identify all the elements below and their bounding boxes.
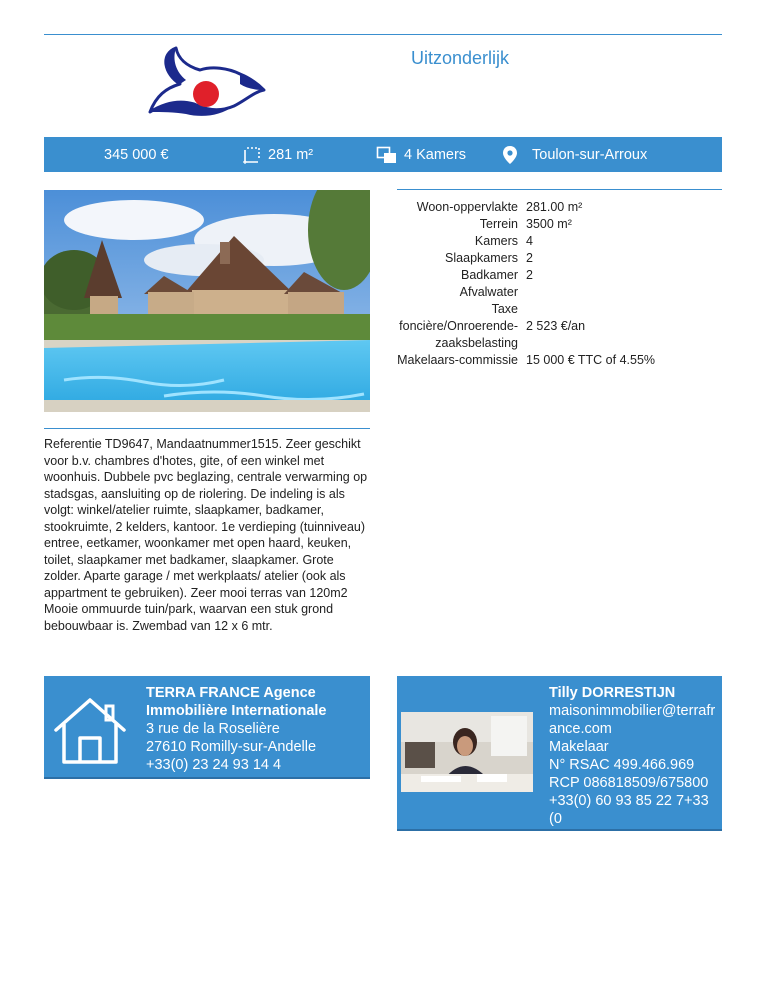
info-bar (44, 137, 722, 172)
rooms-icon (376, 145, 398, 165)
detail-row (397, 352, 722, 369)
agent-photo (401, 712, 533, 792)
details-divider (397, 189, 722, 190)
agency-street: 3 rue de la Roselière (146, 721, 280, 737)
details-table (397, 199, 722, 369)
detail-label: Woon-oppervlakte (416, 200, 518, 214)
detail-value: 2 523 €/an (526, 319, 586, 333)
detail-label: Taxe foncière/Onroerende-zaaksbelasting (399, 302, 518, 350)
description-divider (44, 428, 370, 429)
headline: Uitzonderlijk (411, 48, 510, 68)
detail-label: Terrein (479, 217, 518, 231)
agent-text (549, 684, 719, 828)
detail-value (526, 284, 722, 301)
detail-label: Slaapkamers (445, 251, 518, 265)
property-details (397, 199, 722, 369)
agency-city: 27610 Romilly-sur-Andelle (146, 739, 317, 755)
agent-rsac: N° RSAC 499.466.969 (549, 757, 695, 773)
detail-row (397, 250, 722, 267)
detail-row (397, 216, 722, 233)
rooms (376, 137, 466, 172)
area-icon (242, 145, 262, 165)
agency-name: TERRA FRANCE Agence Immobilière Internationale (146, 685, 327, 719)
detail-row (397, 301, 722, 352)
location (500, 137, 647, 172)
agent-role: Makelaar (549, 739, 609, 755)
agent-phone[interactable]: +33(0) 60 93 85 22 7+33(0 (549, 793, 709, 827)
city-value: Toulon-sur-Arroux (532, 146, 648, 163)
agent-email[interactable]: maisonimmobilier@terrafrance.com (549, 703, 716, 737)
area (242, 137, 313, 172)
detail-value: 281.00 m² (526, 200, 583, 214)
property-description: Referentie TD9647, Mandaatnummer1515. Zeer geschikt voor b.v. chambres d'hotes, gite, of een winkel met woonhuis. Dubbele pvc beglazing, centrale verwarming op stadsgas, aansluiting op de riolering. De indeling is als volgt: winkel/atelier ruimte, slaapkamer, badkamer, stookruimte, 2 kelders, kantoor. 1e verdieping (tuinniveau) entree, eetkamer, woonkamer met open haard, keuken, toilet, slaapkamer met badkamer, slaapkamer. Grote zolder. Aparte garage / met werkplaats/ atelier (ook als appartment te gebruiken). Zeer mooi terras van 120m2 Mooie ommuurde tuin/park, waarvan een stuk grond bebouwbaar is. Zwembad van 12 x 6 mtr. (44, 437, 368, 633)
area-value: 281 m² (268, 146, 314, 163)
agency-card (44, 676, 370, 779)
map-pin-icon (500, 145, 520, 165)
house-icon (52, 694, 128, 766)
agent-card (397, 676, 722, 831)
detail-value: 2 (526, 268, 533, 282)
detail-label: Badkamer (461, 268, 518, 282)
top-divider (44, 34, 722, 35)
detail-row (397, 284, 722, 301)
detail-label: Afvalwater (459, 285, 518, 299)
agency-phone[interactable]: +33(0) 23 24 93 14 4 (146, 757, 282, 773)
agent-name: Tilly DORRESTIJN (549, 685, 676, 701)
price (104, 137, 169, 172)
agent-rcp: RCP 086818509/675800 (549, 775, 709, 791)
detail-row (397, 199, 722, 216)
detail-label: Kamers (474, 234, 518, 248)
detail-row (397, 233, 722, 250)
property-photo (44, 190, 370, 412)
detail-value: 15 000 € TTC of 4.55% (526, 353, 656, 367)
agency-text (146, 684, 366, 774)
agency-logo (146, 44, 268, 126)
detail-value: 4 (526, 234, 533, 248)
detail-row (397, 267, 722, 284)
detail-label: Makelaars-commissie (397, 353, 518, 367)
detail-value: 3500 m² (526, 217, 572, 231)
detail-value: 2 (526, 251, 533, 265)
price-value: 345 000 € (104, 146, 169, 163)
rooms-value: 4 Kamers (404, 146, 467, 163)
